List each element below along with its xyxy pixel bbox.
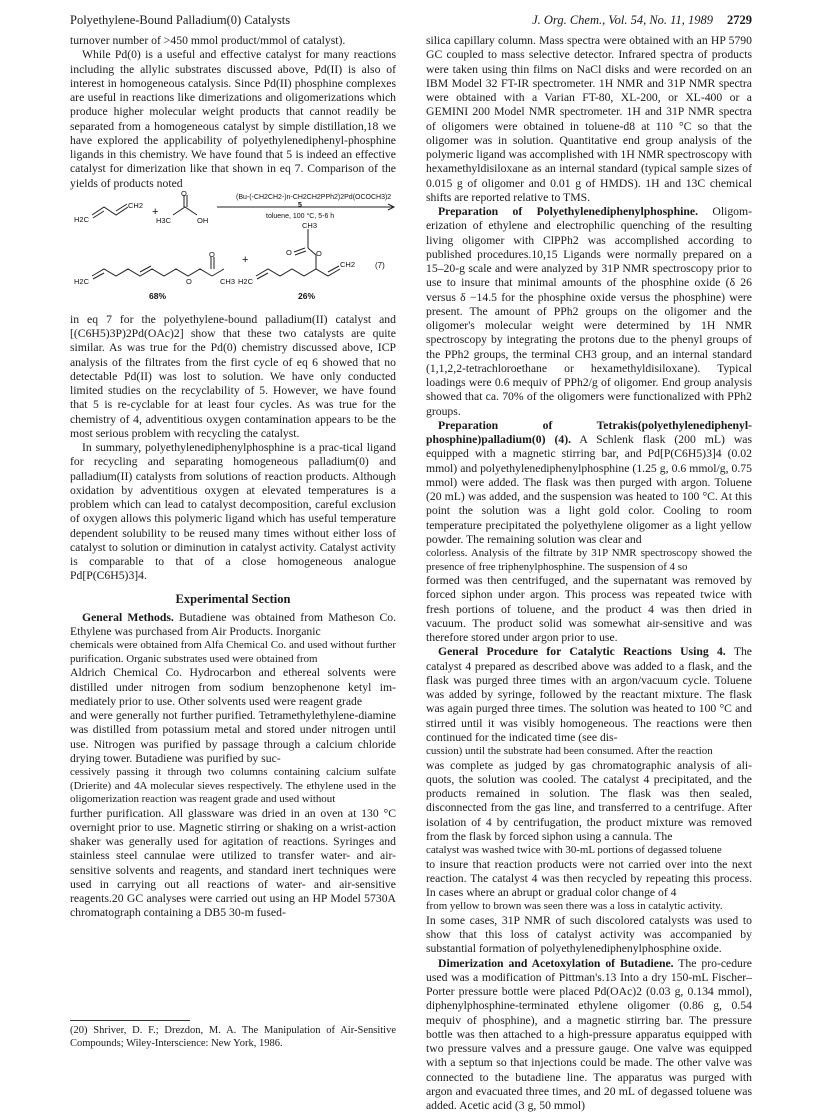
general-methods-segment-b: chemicals were obtained from Alfa Chemical Co. and used without further purification. Organic substrates used were obtained from xyxy=(70,639,396,666)
ligand-prep-heading: Preparation of Polyethylenediphenylphosphine. xyxy=(438,205,698,218)
paragraph-instrumentation: silica capillary column. Mass spectra were obtained with an HP 5790 GC coupled to mass selective detector. Infrared spectra of products were taken using thin films on NaCl disks and were recorded on an IBM Model 32 FT-IR spectrometer. 1H NMR and 31P NMR spectra were obtained with a Varian FT-80, XL-200, or XL-400 or a GEMINI 200 Model NMR spectrometer. 1H and 31P NMR spectra of oligomers were obtained in toluene-d8 at 110 °C so that the oligomer was in solution. Quantitative end group analysis of the polymeric ligand was accomplished with 1H NMR spectroscopy with hexamethyldisiloxane as an internal standard (typical sample sizes of 0.015 g of oligomer and 0.01 g of HMDS). 1H and 13C chemical shifts are reported relative to TMS. xyxy=(426,34,752,205)
paragraph-turnover: turnover number of >450 mmol product/mmol of catalyst). xyxy=(70,34,396,48)
general-procedure-heading: General Procedure for Catalytic Reactions Using 4. xyxy=(438,645,726,658)
label-ch3-top: CH3 xyxy=(302,219,317,233)
catalyst4-prep-heading: Preparation of Tetrakis(polyethylenediphenyl-phosphine)palladium(0) (4). xyxy=(426,419,752,446)
reaction-conditions: toluene, 100 °C, 5-6 h xyxy=(266,210,334,224)
label-ch3-product1: CH3 xyxy=(220,275,235,289)
catalyst4-prep-segment-c: formed was then centrifuged, and the supernatant was removed by forced siphon under argon. This process was repeated twice with fresh portions of toluene, and the product 4 was then dried in vacuum. The product solid was somewhat air-sensitive and was therefore stored under argon prior to use. xyxy=(426,574,752,645)
label-o-product1-carbonyl: O xyxy=(209,248,215,262)
general-methods-segment-c: Aldrich Chemical Co. Hydrocarbon and ethereal solvents were distilled under nitrogen from sodium benzophenone ketyl im-mediately prior to use. Other solvents used were reagent grade xyxy=(70,666,396,709)
right-column xyxy=(426,34,752,1113)
dimerization-heading: Dimerization and Acetoxylation of Butadiene. xyxy=(438,957,674,970)
paragraph-pd2-intro: While Pd(0) is a useful and effective catalyst for many reactions including the allylic substrates discussed above, Pd(II) is also of interest in homogeneous catalysis. Since Pd(II) phosphine complexes are useful in reactions like dimerizations and oligomerizations which produce higher molecular weight products that cannot readily be separated from a homogeneous catalyst by simple distillation,18 we have explored the applicability of polyethylenediphenyl-phosphine ligands in this chemistry. We have found that 5 is indeed an effective catalyst for dimerization like that shown in eq 7. Comparison of the yields of products noted xyxy=(70,48,396,191)
label-o-product1-ester: O xyxy=(186,275,192,289)
footnote-20: (20) Shriver, D. F.; Drezdon, M. A. The Manipulation of Air-Sensitive Compounds; Wiley-Interscience: New York, 1986. xyxy=(70,1025,396,1050)
label-o-product2-carbonyl: O xyxy=(286,246,292,260)
label-h2c-product1: H2C xyxy=(74,275,89,289)
paragraph-dimerization: Dimerization and Acetoxylation of Butadiene. The pro-cedure used was a modification of Pittman's.13 Into a dry 150-mL Fischer–Porter pressure bottle were placed Pd(OAc)2 (0.03 g, 0.134 mmol), diphenylphosphine-terminated ethylene oligomer (0.86 g, 0.54 mequiv of phosphine), and a magnetic stirring bar. The pressure bottle was then attached to a high-pressure apparatus equipped with two pressure valves and a pressure gauge. One valve was equipped with a septum so that injections could be made. The other valve was connected to the butadiene line. The apparatus was purged with argon and evacuated three times, and 20 mL of degassed toluene was added. Acetic acid (3 g, 50 mmol) xyxy=(426,957,752,1113)
label-h3c-acid: H3C xyxy=(156,214,171,228)
butadiene-bonds xyxy=(92,207,128,215)
label-h2c-butadiene: H2C xyxy=(74,213,89,227)
left-column xyxy=(70,34,396,921)
page-number: 2729 xyxy=(727,13,752,27)
paragraph-catalyst-comparison: in eq 7 for the polyethylene-bound palladium(II) catalyst and [(C6H5)3P)2Pd(OAc)2] show that these two catalysts are quite similar. As was true for the Pd(0) chemistry discussed above, ICP analysis of the filtrates from the first cycle of eq 6 showed that no detectable Pd(II) was lost to solution. We have only conducted limited studies on the recyclability of 5. However, we have found that 5 is re-cyclable for at least four cycles. As was true for the chemistry of 4, adventitious oxygen contamination appears to be the most serious problem with recycling the catalyst. xyxy=(70,313,396,441)
label-ch2-product2: CH2 xyxy=(340,258,355,272)
label-ch2-butadiene: CH2 xyxy=(128,199,143,213)
general-procedure-segment-c: was complete as judged by gas chromatographic analysis of ali-quots, the solution was cooled. The catalyst 4 precipitated, and the products remained in solution. The flask was then sealed, disconnected from the gas line, and transferred to a centrifuge. After isolation of 4 by centrifugation, the product mixture was removed from the flask by forced siphon using a cannula. The xyxy=(426,759,752,845)
catalyst4-prep-segment-b: colorless. Analysis of the filtrate by 31P NMR spectroscopy showed the presence of free triphenylphosphine. The suspension of 4 so xyxy=(426,547,752,574)
yield-product-2: 26% xyxy=(298,289,315,303)
general-methods-segment-e: cessively passing it through two columns containing calcium sulfate (Drierite) and 4A molecular sieves respectively. The ethylene used in the oligomerization reaction was reagent grade and used without xyxy=(70,766,396,807)
plus-sign-products: + xyxy=(242,253,248,267)
general-procedure-segment-e: to insure that reaction products were not carried over into the next reaction. The catalyst 4 was then recycled by repeating this process. In cases where an abrupt or gradual color change of 4 xyxy=(426,858,752,901)
paragraph-general-methods: General Methods. Butadiene was obtained from Matheson Co. Ethylene was purchased from Air Products. Inorganic xyxy=(70,611,396,640)
branched-acetate-bonds xyxy=(256,269,340,276)
octadienyl-acetate-bonds xyxy=(92,269,212,276)
general-methods-segment-d: and were generally not further purified. Tetramethylethylene-diamine was distilled from potassium metal and stored under nitrogen until use. Nitrogen was purified by passage through a calcium chloride drying tower. Butadiene was purified by suc- xyxy=(70,709,396,766)
journal-citation xyxy=(532,13,752,28)
general-methods-heading: General Methods. xyxy=(82,611,174,624)
general-procedure-segment-b: cussion) until the substrate had been consumed. After the reaction xyxy=(426,745,752,759)
paragraph-summary: In summary, polyethylenediphenylphosphine is a prac-tical ligand for recycling and separating homogeneous palladium(0) and palladium(II) catalysts from solutions of reaction products. Although oxidation by adventitious oxygen at elevated temperatures is a problem which can lead to catalyst decomposition, careful exclusion of oxygen allows this polymeric ligand which has useful temperature dependent solubility to be reused many times without either loss of catalyst to solution or diminution in catalyst activity. Catalyst activity is comparable to that of a close homogeneous analogue Pd[P(C6H5)3]4. xyxy=(70,441,396,584)
catalyst-number: 5 xyxy=(298,199,302,213)
paragraph-general-procedure: General Procedure for Catalytic Reactions Using 4. The catalyst 4 prepared as described above was added to a flask, and the flask was purged three times with an argon/vacuum cycle. Toluene was added by syringe, followed by the reactant mixture. The flask was again purged three times. The solution was heated to 100 °C and stirred until it was visibly homogeneous. The reactions were then continued for the indicated time (see dis- xyxy=(426,645,752,745)
reaction-scheme-eq7 xyxy=(70,195,396,309)
experimental-section-heading: Experimental Section xyxy=(70,592,396,606)
label-o-product2-ester: O xyxy=(316,247,322,261)
general-procedure-segment-g: In some cases, 31P NMR of such discolored catalysts was used to show that this loss of catalyst activity was accompanied by substantial formation of polyethylenediphenylphosphine oxide. xyxy=(426,914,752,957)
general-procedure-segment-d: catalyst was washed twice with 30-mL portions of degassed toluene xyxy=(426,844,752,858)
footnote-rule xyxy=(70,1020,190,1021)
paragraph-ligand-prep: Preparation of Polyethylenediphenylphosphine. Oligom-erization of ethylene and electrophilic quenching of the resulting living oligomer with ClPPh2 was accomplished according to published procedures.10,15 Ligands were normally prepared on a 15–20-g scale and were analyzed by 31P NMR spectroscopy prior to use to insure that minimal amounts of the phosphine oxide (δ 26 versus δ −14.5 for the phosphine oxide versus the phosphine) were present. The amount of PPh2 groups on the oligomer and the oligomer's molecular weight were determined by 1H NMR spectroscopy by integrating the protons due to the phenyl groups of the PPh2 groups, the terminal CH3 group, and an internal standard (1,1,2,2-tetrachloroethane or hexamethyldisiloxane). Typical loadings were 0.6 mequiv of PPh2/g of oligomer. End group analysis showed that ca. 70% of the oligomers were functionalized with PPh2 groups. xyxy=(426,205,752,419)
plus-sign: + xyxy=(152,205,158,219)
general-methods-segment-f: further purification. All glassware was dried in an oven at 130 °C overnight prior to use. Magnetic stirring or shaking on a wrist-action shaker was generally used for agitation of reactions. Syringes and stainless steel cannulae were utilized to transfer water- and air-sensitive solvents and reagents, and standard inert techniques were used in carrying out all reactions of water- and air-sensitive reagents.20 GC analyses were carried out using an HP Model 5730A chromatograph containing a DB5 30-m fused- xyxy=(70,807,396,921)
label-h2c-product2: H2C xyxy=(238,275,253,289)
label-o-acid: O xyxy=(181,187,187,201)
catalyst-formula: (Bu-(-CH2CH2-)n-CH2CH2PPh2)2Pd(OCOCH3)2 xyxy=(236,191,391,205)
yield-product-1: 68% xyxy=(149,289,166,303)
label-oh-acid: OH xyxy=(197,214,208,228)
journal-name: J. Org. Chem., Vol. 54, No. 11, 1989 xyxy=(532,13,713,27)
acetic-acid-bonds xyxy=(173,207,197,215)
running-title: Polyethylene-Bound Palladium(0) Catalysts xyxy=(70,13,290,28)
equation-number: (7) xyxy=(375,259,385,273)
running-header xyxy=(70,13,752,31)
general-procedure-segment-f: from yellow to brown was seen there was a loss in catalytic activity. xyxy=(426,900,752,914)
reaction-scheme-bonds xyxy=(70,195,396,309)
paragraph-catalyst4-prep: Preparation of Tetrakis(polyethylenediphenyl-phosphine)palladium(0) (4). A Schlenk flask (200 mL) was equipped with a magnetic stirring bar, and Pd[P(C6H5)3]4 (0.02 mmol) and polyethylenediphenylphosphine (1.25 g, 0.6 mmol/g, 0.75 mmol) were added. The flask was then purged with argon. Toluene (20 mL) was added, and the suspension was heated to 100 °C. At this point the solution was a light gold color. Cooling to room temperature precipitated the polyethylene oligomer as a light yellow powder. The remaining solution was clear and xyxy=(426,419,752,547)
